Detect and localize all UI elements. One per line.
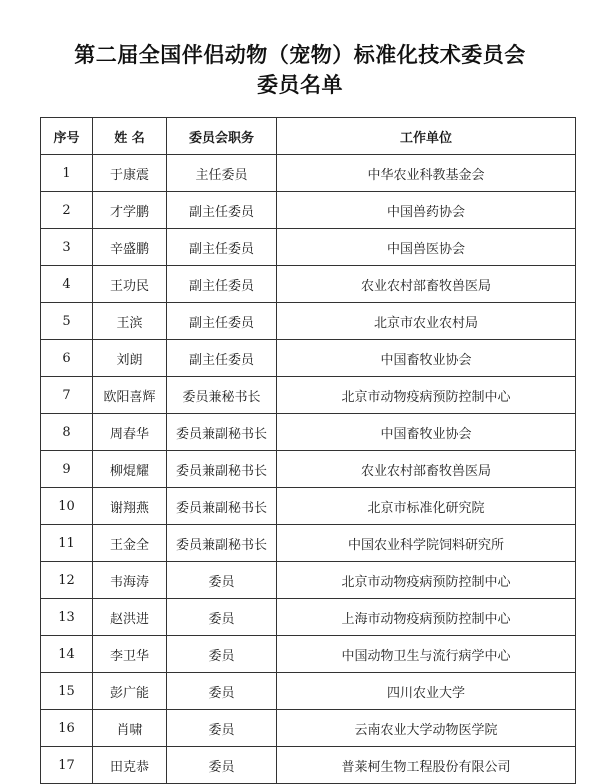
title-line-1: 第二届全国伴侣动物（宠物）标准化技术委员会: [74, 43, 526, 67]
cell-position: 副主任委员: [167, 266, 277, 303]
cell-position: 委员: [167, 747, 277, 784]
table-row: [41, 599, 576, 636]
cell-index: 8: [41, 414, 93, 451]
table-row: [41, 303, 576, 340]
cell-index: 13: [41, 599, 93, 636]
header-organization: 工作单位: [277, 118, 576, 155]
cell-index: 5: [41, 303, 93, 340]
cell-index: 16: [41, 710, 93, 747]
cell-position: 委员: [167, 673, 277, 710]
table-row: [41, 229, 576, 266]
cell-name: 王功民: [93, 266, 167, 303]
cell-organization: 北京市农业农村局: [277, 303, 576, 340]
table-row: [41, 266, 576, 303]
table-row: [41, 155, 576, 192]
cell-position: 委员: [167, 710, 277, 747]
cell-position: 委员: [167, 599, 277, 636]
cell-organization: 中国农业科学院饲料研究所: [277, 525, 576, 562]
cell-name: 田克恭: [93, 747, 167, 784]
table-row: [41, 710, 576, 747]
cell-position: 委员兼副秘书长: [167, 414, 277, 451]
header-position: 委员会职务: [167, 118, 277, 155]
cell-index: 17: [41, 747, 93, 784]
cell-organization: 北京市标准化研究院: [277, 488, 576, 525]
cell-name: 刘朗: [93, 340, 167, 377]
cell-index: 1: [41, 155, 93, 192]
header-row: [41, 118, 576, 155]
member-table: [40, 117, 576, 784]
cell-index: 7: [41, 377, 93, 414]
cell-position: 副主任委员: [167, 192, 277, 229]
cell-name: 于康震: [93, 155, 167, 192]
cell-index: 3: [41, 229, 93, 266]
cell-organization: 农业农村部畜牧兽医局: [277, 266, 576, 303]
cell-index: 10: [41, 488, 93, 525]
table-row: [41, 525, 576, 562]
cell-organization: 农业农村部畜牧兽医局: [277, 451, 576, 488]
cell-index: 14: [41, 636, 93, 673]
cell-organization: 云南农业大学动物医学院: [277, 710, 576, 747]
cell-organization: 四川农业大学: [277, 673, 576, 710]
table-row: [41, 562, 576, 599]
cell-organization: 普莱柯生物工程股份有限公司: [277, 747, 576, 784]
cell-position: 副主任委员: [167, 303, 277, 340]
table-row: [41, 340, 576, 377]
cell-organization: 中国兽药协会: [277, 192, 576, 229]
cell-organization: 中华农业科教基金会: [277, 155, 576, 192]
cell-position: 委员: [167, 636, 277, 673]
cell-index: 2: [41, 192, 93, 229]
table-row: [41, 377, 576, 414]
cell-index: 15: [41, 673, 93, 710]
cell-name: 辛盛鹏: [93, 229, 167, 266]
cell-name: 赵洪进: [93, 599, 167, 636]
cell-organization: 中国畜牧业协会: [277, 414, 576, 451]
cell-index: 9: [41, 451, 93, 488]
cell-position: 委员: [167, 562, 277, 599]
cell-position: 副主任委员: [167, 229, 277, 266]
table-row: [41, 747, 576, 784]
table-row: [41, 488, 576, 525]
cell-name: 李卫华: [93, 636, 167, 673]
cell-organization: 北京市动物疫病预防控制中心: [277, 562, 576, 599]
cell-organization: 中国动物卫生与流行病学中心: [277, 636, 576, 673]
cell-index: 4: [41, 266, 93, 303]
cell-name: 柳焜耀: [93, 451, 167, 488]
cell-position: 委员兼副秘书长: [167, 488, 277, 525]
cell-name: 王金全: [93, 525, 167, 562]
table-row: [41, 673, 576, 710]
cell-name: 彭广能: [93, 673, 167, 710]
cell-name: 王滨: [93, 303, 167, 340]
table-row: [41, 414, 576, 451]
cell-organization: 上海市动物疫病预防控制中心: [277, 599, 576, 636]
cell-organization: 北京市动物疫病预防控制中心: [277, 377, 576, 414]
cell-name: 肖啸: [93, 710, 167, 747]
cell-name: 欧阳喜辉: [93, 377, 167, 414]
cell-position: 委员兼秘书长: [167, 377, 277, 414]
cell-position: 委员兼副秘书长: [167, 525, 277, 562]
document-title: [0, 40, 600, 100]
cell-organization: 中国兽医协会: [277, 229, 576, 266]
header-index: 序号: [41, 118, 93, 155]
cell-name: 韦海涛: [93, 562, 167, 599]
cell-organization: 中国畜牧业协会: [277, 340, 576, 377]
cell-name: 谢翔燕: [93, 488, 167, 525]
title-line-2: 委员名单: [257, 73, 343, 97]
table-row: [41, 192, 576, 229]
header-name: 姓 名: [93, 118, 167, 155]
cell-position: 副主任委员: [167, 340, 277, 377]
cell-name: 周春华: [93, 414, 167, 451]
table-row: [41, 636, 576, 673]
cell-position: 主任委员: [167, 155, 277, 192]
cell-index: 12: [41, 562, 93, 599]
cell-name: 才学鹏: [93, 192, 167, 229]
table-row: [41, 451, 576, 488]
cell-position: 委员兼副秘书长: [167, 451, 277, 488]
cell-index: 11: [41, 525, 93, 562]
cell-index: 6: [41, 340, 93, 377]
